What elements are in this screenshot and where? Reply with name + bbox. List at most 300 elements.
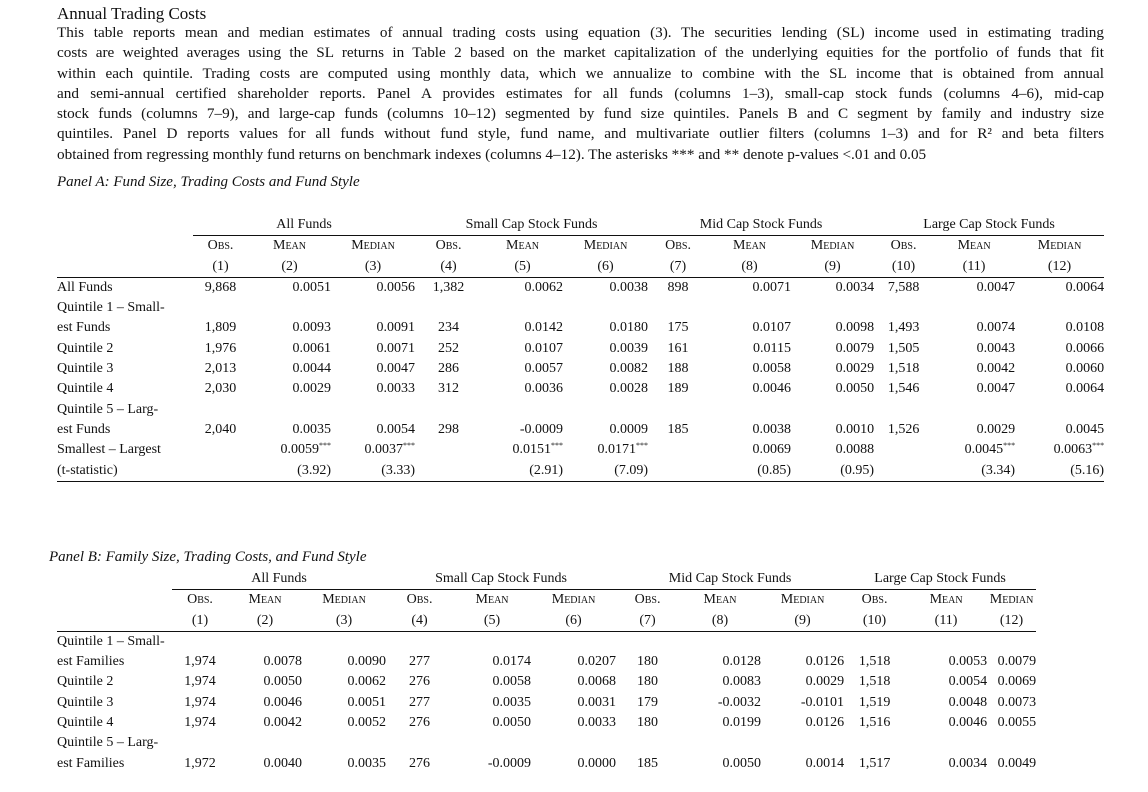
column-header: Mean — [703, 592, 737, 608]
column-header: Obs. — [406, 592, 433, 608]
diff-cell: 0.0069 — [752, 442, 792, 458]
cell-empty — [933, 400, 1015, 420]
column-number-row — [57, 257, 1104, 278]
diff-cell — [415, 440, 482, 460]
header-blank — [57, 569, 172, 590]
table-cell: 0.0053 — [948, 654, 988, 670]
table-cell: 0.0029 — [835, 361, 875, 377]
table-cell: 0.0055 — [997, 715, 1037, 731]
tstat-cell — [648, 461, 708, 482]
column-header: Mean — [929, 592, 963, 608]
row-label: est Families — [57, 755, 125, 771]
header-blank — [57, 590, 172, 611]
table-cell: 0.0064 — [1065, 381, 1105, 397]
cell-empty — [482, 298, 563, 318]
table-cell: 1,518 — [887, 361, 920, 377]
cell-empty — [193, 400, 248, 420]
table-cell: 0.0033 — [577, 715, 617, 731]
table-cell: 0.0126 — [805, 654, 845, 670]
table-cell: 0.0058 — [492, 674, 532, 690]
diff-cell: 0.0037*** — [364, 441, 416, 458]
table-cell: 180 — [637, 674, 659, 690]
diff-cell: 0.0171*** — [597, 441, 649, 458]
table-cell: 0.0142 — [524, 320, 564, 336]
column-number: (3) — [331, 257, 415, 278]
table-row — [57, 672, 1036, 692]
diff-cell: 0.0045*** — [964, 441, 1016, 458]
row-label: est Funds — [57, 320, 111, 336]
table-cell: 0.0046 — [948, 715, 988, 731]
tstat-cell: (3.92) — [248, 461, 331, 482]
column-header: Obs. — [861, 592, 888, 608]
column-header-row — [57, 590, 1036, 611]
caption-line: obtained from regressing monthly fund returns on benchmark indexes (columns 4–12). The asterisks *** and ** denote p-values <.01 and 0.05 — [57, 145, 927, 163]
table-cell: 276 — [409, 715, 431, 731]
table-cell: 0.0050 — [835, 381, 875, 397]
cell-empty — [874, 298, 933, 318]
diff-cell: 0.0059*** — [280, 441, 331, 458]
cell-empty — [648, 298, 708, 318]
table-row — [57, 277, 1104, 298]
table-cell: 298 — [438, 421, 460, 437]
cell-empty — [331, 298, 415, 318]
column-number: (8) — [708, 257, 791, 278]
group-header: All Funds — [172, 569, 386, 590]
table-row — [57, 754, 1036, 774]
column-number: (8) — [679, 611, 761, 632]
table-cell: 252 — [438, 340, 460, 356]
column-header: Median — [551, 592, 596, 608]
table-cell: 0.0043 — [976, 340, 1016, 356]
diff-cell — [193, 440, 248, 460]
table-cell: 0.0014 — [805, 755, 845, 771]
table-cell: 185 — [667, 421, 689, 437]
group-header-row — [57, 215, 1104, 236]
table-cell: 277 — [409, 654, 431, 670]
table-cell: 0.0034 — [948, 755, 988, 771]
table-cell: 7,588 — [887, 279, 920, 295]
tstat-cell: (3.33) — [331, 461, 415, 482]
diff-cell: 0.0088 — [835, 442, 875, 458]
table-cell: 0.0057 — [524, 361, 564, 377]
cell-empty — [648, 400, 708, 420]
table-cell: 0.0049 — [997, 755, 1037, 771]
caption-line: This table reports mean and median estimates of annual trading costs using equation (3). The securities lending (SL) income used in estimating trading — [57, 24, 1104, 41]
table-cell: 0.0029 — [805, 674, 845, 690]
column-header: Median — [780, 592, 825, 608]
cell-empty — [302, 733, 386, 753]
table-cell: 1,517 — [858, 755, 891, 771]
diff-cell: 0.0063*** — [1053, 441, 1105, 458]
tstat-cell: (7.09) — [563, 461, 648, 482]
column-number-row — [57, 611, 1036, 632]
tstat-cell: (2.91) — [482, 461, 563, 482]
table-cell: 0.0047 — [376, 361, 416, 377]
table-cell: 0.0058 — [752, 361, 792, 377]
cell-empty — [302, 631, 386, 652]
table-cell: 1,518 — [858, 674, 891, 690]
significance-stars: *** — [1092, 441, 1105, 451]
table-cell: 9,868 — [204, 279, 237, 295]
significance-stars: *** — [636, 441, 649, 451]
group-header: Large Cap Stock Funds — [874, 215, 1104, 236]
table-cell: 1,974 — [184, 674, 216, 690]
caption-line: stock funds (columns 7–9), and large-cap funds (columns 10–12) segmented by fund size quintiles. Panels B and C segment by family and industry size — [57, 105, 1104, 123]
table-cell: 0.0044 — [292, 361, 331, 377]
table-cell: 2,040 — [204, 421, 237, 437]
cell-empty — [453, 733, 531, 753]
column-number: (11) — [933, 257, 1015, 278]
column-number: (1) — [193, 257, 248, 278]
diff-cell: 0.0151*** — [512, 441, 564, 458]
table-cell: 0.0126 — [805, 715, 845, 731]
table-cell: 0.0054 — [948, 674, 988, 690]
column-number: (5) — [453, 611, 531, 632]
table-cell: 0.0071 — [376, 340, 416, 356]
table-cell: 0.0056 — [376, 279, 416, 295]
header-blank — [57, 236, 193, 257]
panel-b-label: Panel B: Family Size, Trading Costs, and Fund Style — [49, 549, 367, 565]
table-cell: 1,526 — [887, 421, 920, 437]
table-cell: 0.0107 — [752, 320, 792, 336]
cell-empty — [987, 733, 1036, 753]
column-number: (4) — [386, 611, 453, 632]
table-cell: 0.0039 — [609, 340, 649, 356]
table-cell: 0.0199 — [722, 715, 762, 731]
tstat-cell: (0.95) — [791, 461, 874, 482]
column-header: Median — [810, 238, 855, 254]
row-label: Quintile 4 — [57, 381, 114, 397]
row-label: Quintile 3 — [57, 694, 114, 710]
table-cell: 0.0038 — [752, 421, 792, 437]
column-number: (2) — [228, 611, 302, 632]
cell-empty — [415, 298, 482, 318]
table-cell: -0.0101 — [800, 694, 845, 710]
column-number: (12) — [1015, 257, 1104, 278]
diff-row — [57, 440, 1104, 460]
significance-stars: *** — [551, 441, 564, 451]
cell-empty — [172, 733, 228, 753]
table-cell: 1,972 — [184, 755, 216, 771]
cell-empty — [616, 631, 679, 652]
column-header-row — [57, 236, 1104, 257]
cell-empty — [386, 631, 453, 652]
cell-empty — [844, 631, 905, 652]
table-cell: 0.0050 — [722, 755, 762, 771]
table-row — [57, 379, 1104, 399]
table-row — [57, 420, 1104, 440]
significance-stars: *** — [403, 441, 416, 451]
row-label: Quintile 4 — [57, 715, 114, 731]
table-cell: 0.0083 — [722, 674, 762, 690]
table-cell: 0.0108 — [1065, 320, 1105, 336]
table-cell: 0.0098 — [835, 320, 875, 336]
cell-empty — [228, 631, 302, 652]
tstat-row — [57, 461, 1104, 482]
column-number: (12) — [987, 611, 1036, 632]
caption-line: within each quintile. Trading costs are computed using monthly data, which we annualize to combine with the SL income that is obtained from annual — [57, 64, 1104, 82]
cell-empty — [482, 400, 563, 420]
table-cell: 0.0079 — [997, 654, 1037, 670]
table-cell: 0.0071 — [752, 279, 792, 295]
column-header: Obs. — [634, 592, 661, 608]
row-label: Quintile 5 – Larg- — [57, 401, 159, 417]
column-number: (9) — [761, 611, 844, 632]
table-row — [57, 693, 1036, 713]
table-cell: 0.0054 — [376, 421, 416, 437]
column-header: Mean — [957, 238, 991, 254]
table-cell: 1,505 — [887, 340, 920, 356]
table-cell: 0.0029 — [292, 381, 331, 397]
group-header: Small Cap Stock Funds — [415, 215, 648, 236]
column-number: (5) — [482, 257, 563, 278]
column-number: (7) — [616, 611, 679, 632]
table-cell: 0.0062 — [347, 674, 387, 690]
table-cell: 1,519 — [858, 694, 891, 710]
table-cell: 0.0074 — [976, 320, 1016, 336]
table-row-label-wrap — [57, 631, 1036, 652]
table-cell: 1,546 — [887, 381, 920, 397]
cell-empty — [386, 733, 453, 753]
table-cell: 0.0034 — [835, 279, 875, 295]
caption-line: costs are weighted averages using the SL returns in Table 2 based on the market capitalization of the underlying equities for the portfolio of funds that fit — [57, 44, 1104, 62]
row-label: Quintile 1 – Small- — [57, 300, 165, 316]
caption-line: and semi-annual certified shareholder reports. Panel A provides estimates for all funds (columns 1–3), small-cap stock funds (columns 4–6), mid-cap — [57, 84, 1104, 102]
table-row-label-wrap — [57, 400, 1104, 420]
cell-empty — [987, 631, 1036, 652]
row-label: All Funds — [57, 279, 113, 295]
table-row-label-wrap — [57, 733, 1036, 753]
significance-stars: *** — [1003, 441, 1016, 451]
table-cell: -0.0009 — [487, 755, 532, 771]
column-header: Obs. — [187, 592, 213, 608]
table-cell: 0.0078 — [263, 654, 302, 670]
cell-empty — [761, 631, 844, 652]
column-number: (3) — [302, 611, 386, 632]
row-label: Smallest – Largest — [57, 442, 161, 458]
diff-cell — [874, 440, 933, 460]
table-cell: 1,974 — [184, 715, 216, 731]
row-label: Quintile 1 – Small- — [57, 633, 165, 649]
tstat-cell: (0.85) — [708, 461, 791, 482]
table-cell: 276 — [409, 755, 431, 771]
cell-empty — [248, 298, 331, 318]
table-cell: 2,013 — [204, 361, 237, 377]
table-cell: 0.0035 — [292, 421, 331, 437]
table-cell: 0.0082 — [609, 361, 649, 377]
table-cell: 0.0046 — [752, 381, 792, 397]
table-cell: 0.0048 — [948, 694, 988, 710]
column-header: Mean — [248, 592, 282, 608]
table-cell: 180 — [637, 715, 659, 731]
table-cell: 0.0174 — [492, 654, 532, 670]
table-cell: 0.0060 — [1065, 361, 1105, 377]
table-cell: 1,976 — [204, 340, 237, 356]
table-cell: 276 — [409, 674, 431, 690]
group-header: Mid Cap Stock Funds — [616, 569, 844, 590]
table-cell: -0.0009 — [519, 421, 564, 437]
table-cell: 0.0038 — [609, 279, 649, 295]
panel-a-label: Panel A: Fund Size, Trading Costs and Fund Style — [57, 174, 360, 190]
table-cell: 0.0050 — [492, 715, 532, 731]
table-cell: 0.0090 — [347, 654, 387, 670]
column-header: Obs. — [665, 238, 691, 254]
caption-line: quintiles. Panel D reports values for all funds without fund style, fund name, and multivariate outlier filters (columns 1–3) and for R² and beta filters — [57, 125, 1104, 143]
cell-empty — [708, 400, 791, 420]
column-header: Obs. — [890, 238, 917, 254]
table-cell: 0.0047 — [976, 381, 1016, 397]
table-cell: 0.0061 — [292, 340, 331, 356]
table-cell: 1,493 — [887, 320, 920, 336]
table-cell: 0.0042 — [263, 715, 302, 731]
row-label: est Funds — [57, 421, 111, 437]
cell-empty — [791, 298, 874, 318]
column-number: (10) — [874, 257, 933, 278]
table-cell: 0.0073 — [997, 694, 1037, 710]
table-cell: 312 — [438, 381, 460, 397]
cell-empty — [1015, 298, 1104, 318]
table-cell: 0.0031 — [577, 694, 617, 710]
header-blank — [57, 215, 193, 236]
cell-empty — [172, 631, 228, 652]
table-row-label-wrap — [57, 298, 1104, 318]
table-cell: 0.0036 — [524, 381, 564, 397]
table-cell: -0.0032 — [717, 694, 762, 710]
table-cell: 161 — [667, 340, 689, 356]
cell-empty — [844, 733, 905, 753]
table-cell: 1,518 — [858, 654, 891, 670]
table-cell: 179 — [637, 694, 659, 710]
table-cell: 0.0093 — [292, 320, 331, 336]
table-row — [57, 359, 1104, 379]
column-header: Mean — [733, 238, 767, 254]
header-blank — [57, 611, 172, 632]
table-cell: 0.0050 — [263, 674, 302, 690]
table-cell: 0.0047 — [976, 279, 1016, 295]
column-header: Mean — [506, 238, 540, 254]
cell-empty — [228, 733, 302, 753]
tstat-cell — [874, 461, 933, 482]
cell-empty — [708, 298, 791, 318]
table-cell: 0.0115 — [753, 340, 792, 356]
column-number: (7) — [648, 257, 708, 278]
cell-empty — [531, 631, 616, 652]
table-cell: 0.0033 — [376, 381, 416, 397]
table-title: Annual Trading Costs — [57, 4, 207, 23]
column-number: (6) — [531, 611, 616, 632]
table-cell: 277 — [409, 694, 431, 710]
cell-empty — [616, 733, 679, 753]
table-cell: 0.0091 — [376, 320, 416, 336]
panel-a-table — [57, 215, 1104, 482]
table-cell: 0.0035 — [492, 694, 532, 710]
group-header-row — [57, 569, 1036, 590]
table-cell: 0.0079 — [835, 340, 875, 356]
table-cell: 175 — [667, 320, 689, 336]
table-row — [57, 339, 1104, 359]
cell-empty — [761, 733, 844, 753]
cell-empty — [453, 631, 531, 652]
column-header: Median — [322, 592, 366, 608]
column-header: Obs. — [435, 238, 462, 254]
table-cell: 234 — [438, 320, 460, 336]
column-number: (1) — [172, 611, 228, 632]
cell-empty — [531, 733, 616, 753]
column-number: (6) — [563, 257, 648, 278]
table-cell: 0.0029 — [976, 421, 1016, 437]
column-number: (2) — [248, 257, 331, 278]
cell-empty — [415, 400, 482, 420]
group-header: Mid Cap Stock Funds — [648, 215, 874, 236]
cell-empty — [933, 298, 1015, 318]
table-cell: 189 — [667, 381, 689, 397]
column-header: Median — [351, 238, 395, 254]
table-cell: 1,974 — [184, 694, 216, 710]
group-header: Small Cap Stock Funds — [386, 569, 616, 590]
row-label: Quintile 5 – Larg- — [57, 735, 159, 751]
table-cell: 0.0128 — [722, 654, 762, 670]
column-header: Mean — [475, 592, 509, 608]
table-cell: 188 — [667, 361, 689, 377]
cell-empty — [905, 733, 987, 753]
table-cell: 0.0042 — [976, 361, 1016, 377]
table-cell: 0.0045 — [1065, 421, 1105, 437]
table-cell: 0.0066 — [1065, 340, 1105, 356]
row-label: est Families — [57, 654, 125, 670]
table-cell: 185 — [637, 755, 659, 771]
table-cell: 1,809 — [204, 320, 237, 336]
cell-empty — [1015, 400, 1104, 420]
row-label: Quintile 2 — [57, 674, 114, 690]
row-label: (t-statistic) — [57, 461, 193, 482]
column-number: (10) — [844, 611, 905, 632]
table-row — [57, 318, 1104, 338]
table-cell: 0.0051 — [292, 279, 331, 295]
column-number: (4) — [415, 257, 482, 278]
significance-stars: *** — [319, 441, 331, 451]
tstat-cell: (3.34) — [933, 461, 1015, 482]
row-label: Quintile 2 — [57, 340, 114, 356]
cell-empty — [874, 400, 933, 420]
table-cell: 1,382 — [432, 279, 465, 295]
table-cell: 0.0040 — [263, 755, 302, 771]
table-cell: 0.0052 — [347, 715, 387, 731]
group-header: Large Cap Stock Funds — [844, 569, 1036, 590]
table-row — [57, 652, 1036, 672]
table-cell: 286 — [438, 361, 460, 377]
table-cell: 0.0010 — [835, 421, 875, 437]
table-cell: 0.0068 — [577, 674, 617, 690]
table-cell: 0.0051 — [347, 694, 387, 710]
column-header: Median — [1037, 238, 1082, 254]
cell-empty — [193, 298, 248, 318]
cell-empty — [248, 400, 331, 420]
table-cell: 0.0107 — [524, 340, 564, 356]
cell-empty — [679, 733, 761, 753]
tstat-cell: (5.16) — [1015, 461, 1104, 482]
table-cell: 0.0064 — [1065, 279, 1105, 295]
table-cell: 0.0180 — [609, 320, 649, 336]
cell-empty — [905, 631, 987, 652]
column-number: (9) — [791, 257, 874, 278]
table-cell: 0.0000 — [577, 755, 617, 771]
table-cell: 0.0062 — [524, 279, 564, 295]
cell-empty — [331, 400, 415, 420]
table-cell: 1,516 — [858, 715, 891, 731]
table-cell: 180 — [637, 654, 659, 670]
cell-empty — [679, 631, 761, 652]
group-header: All Funds — [193, 215, 415, 236]
